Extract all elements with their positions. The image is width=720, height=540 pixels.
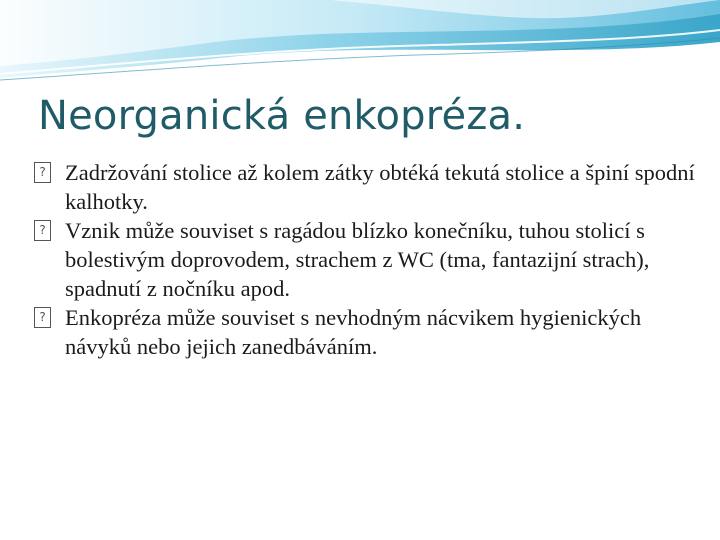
bullet-marker-icon: ? [34,220,51,241]
bullet-item [34,303,704,361]
bullet-marker-icon: ? [34,307,51,328]
bullet-text: Vznik může souviset s ragádou blízko konečníku, tuhou stolicí s bolestivým doprovodem, strachem z WC (tma, fantazijní strach), spadnutí z nočníku apod. [65,218,650,301]
bullet-list [34,158,704,361]
header-wave-decoration [0,0,720,90]
bullet-marker-icon: ? [34,162,51,183]
bullet-text: Zadržování stolice až kolem zátky obtéká tekutá stolice a špiní spodní kalhotky. [65,160,695,214]
bullet-text: Enkopréza může souviset s nevhodným nácvikem hygienických návyků nebo jejich zanedbáváním. [65,305,642,359]
bullet-item [34,216,704,303]
bullet-item [34,158,704,216]
slide-title: Neorganická enkopréza. [38,93,526,139]
